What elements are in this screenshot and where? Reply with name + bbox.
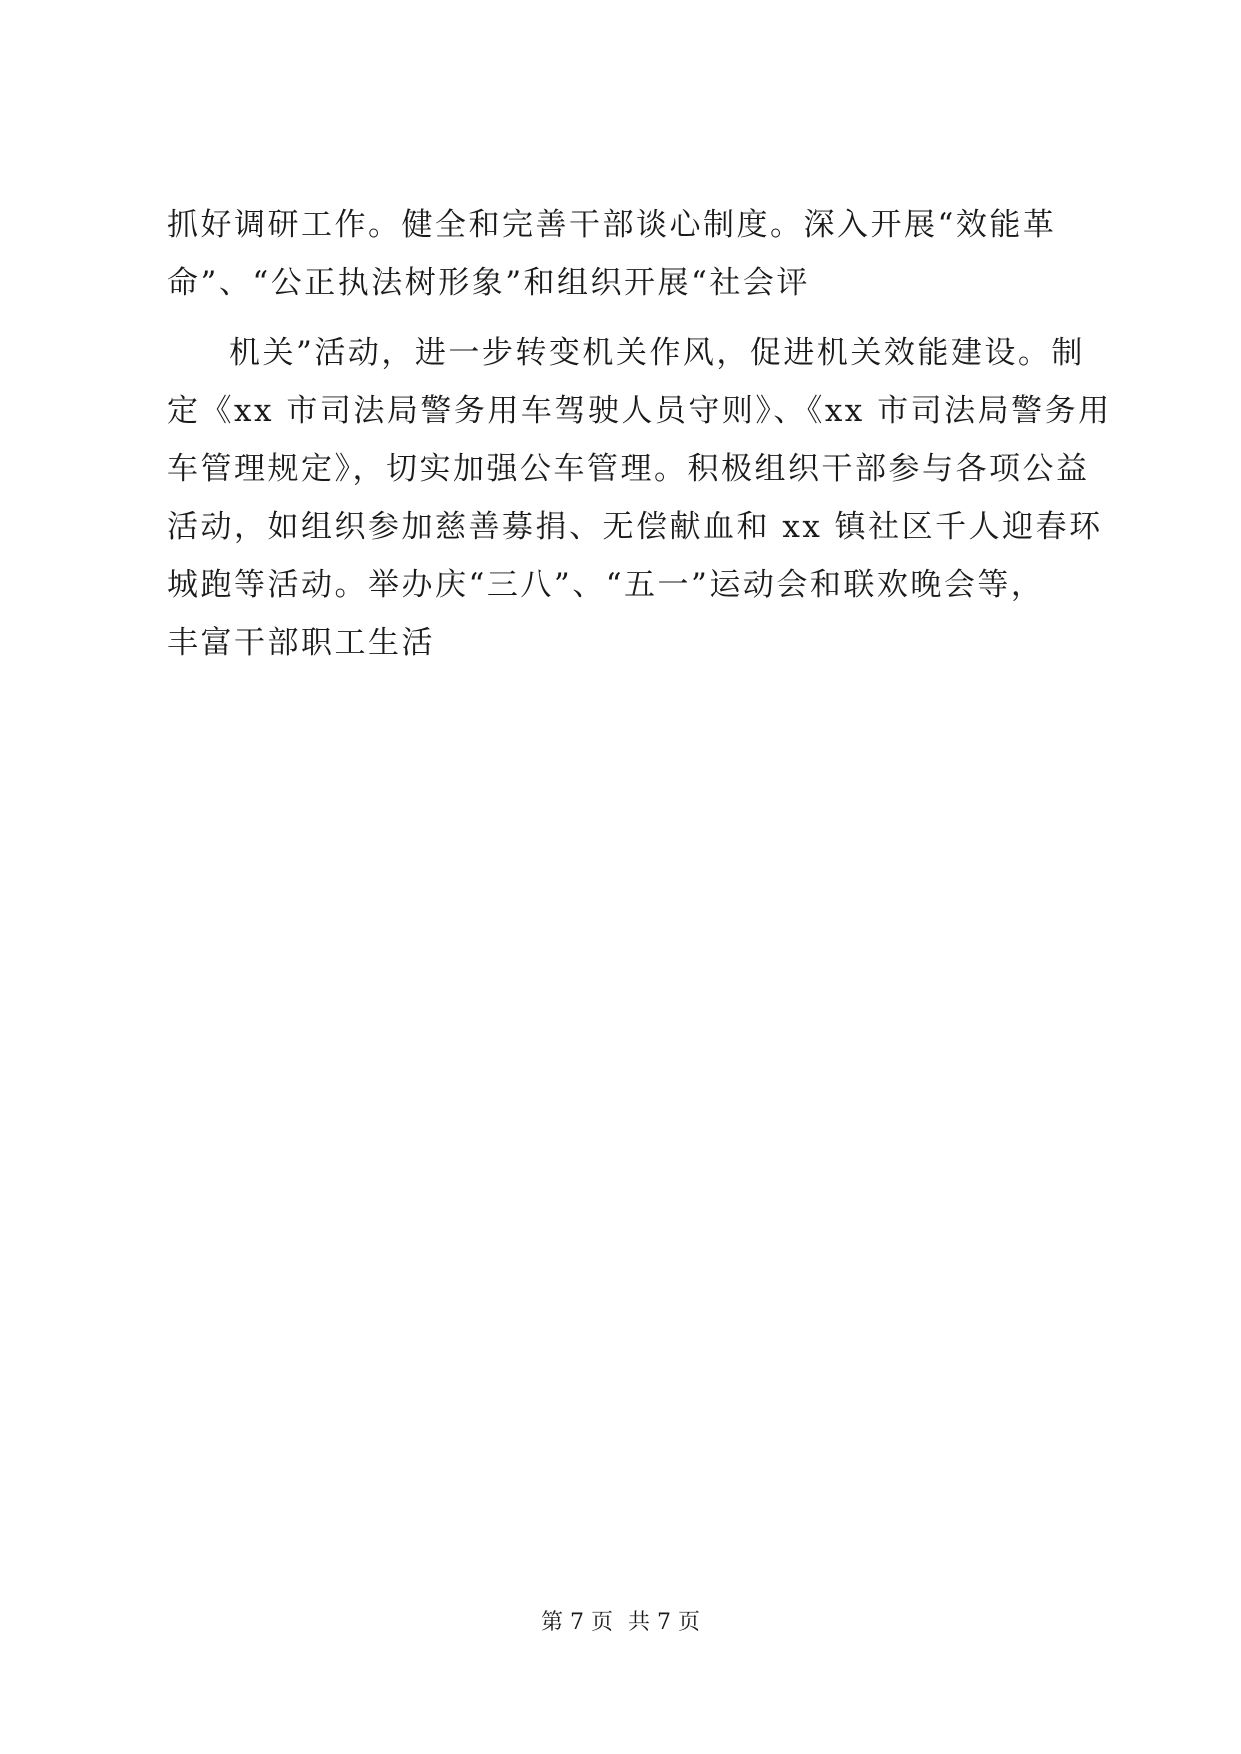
page-footer <box>0 1608 1241 1638</box>
paragraph-line: 抓好调研工作。健全和完善干部谈心制度。深入开展“效能革 <box>167 207 1057 243</box>
paragraph-line: 定《xx 市司法局警务用车驾驶人员守则》、《xx 市司法局警务用 <box>167 393 1112 429</box>
paragraph-line: 车管理规定》，切实加强公车管理。积极组织干部参与各项公益 <box>167 451 1090 487</box>
paragraph-line: 命”、“公正执法树形象”和组织开展“社会评 <box>167 265 810 301</box>
paragraph-line: 城跑等活动。举办庆“三八”、“五一”运动会和联欢晚会等， <box>167 567 1045 603</box>
paragraph <box>167 196 1087 312</box>
paragraph-line: 活动，如组织参加慈善募捐、无偿献血和 xx 镇社区千人迎春环 <box>167 509 1103 545</box>
paragraph-spacer <box>167 312 1087 324</box>
document-body <box>167 196 1112 672</box>
page-total: 共 7 页 <box>628 1610 700 1635</box>
paragraph-line: 机关”活动，进一步转变机关作风，促进机关效能建设。制 <box>229 335 1085 371</box>
paragraph <box>167 324 1112 672</box>
page-number: 第 7 页 <box>541 1610 613 1635</box>
paragraph-line: 丰富干部职工生活 <box>167 625 435 661</box>
